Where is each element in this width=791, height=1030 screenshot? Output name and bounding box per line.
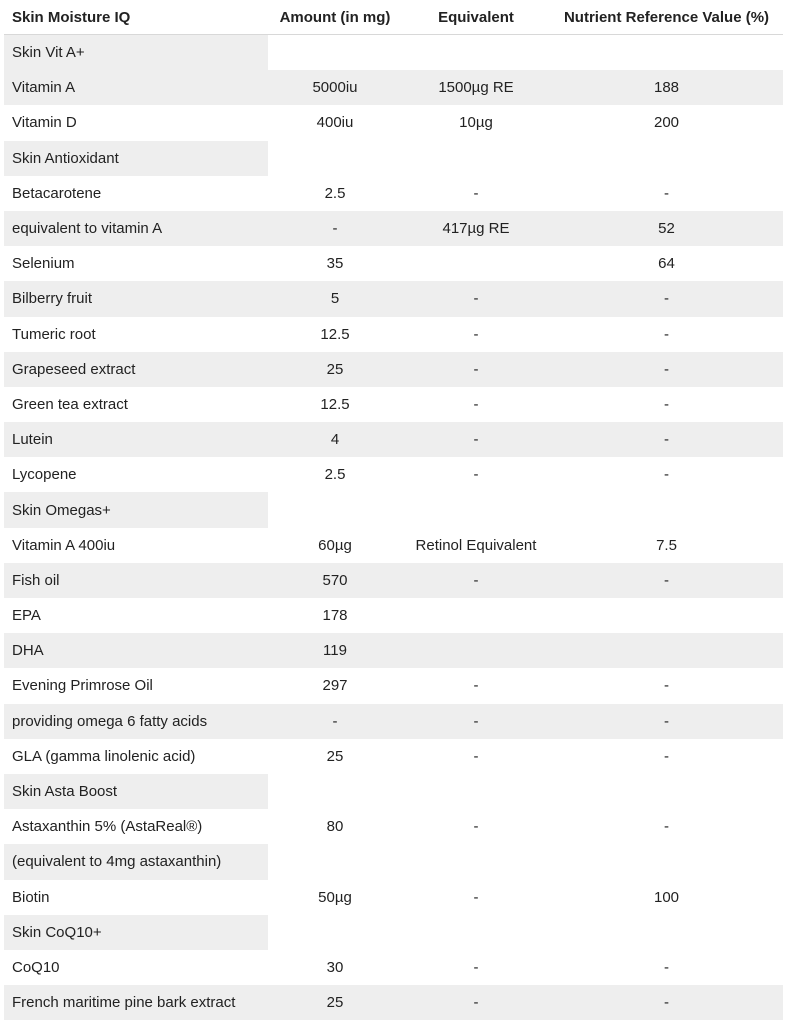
nutrition-table — [4, 0, 783, 1020]
equivalent-cell: - — [473, 184, 479, 202]
ingredient-cell: Green tea extract — [12, 395, 128, 413]
section-title: Skin Asta Boost — [4, 774, 268, 809]
nrv-cell — [550, 844, 783, 879]
amount-cell: 119 — [268, 633, 402, 668]
ingredient-cell: Biotin — [12, 888, 50, 906]
amount-cell — [268, 141, 402, 176]
section-row — [4, 915, 783, 950]
table-row — [4, 246, 783, 281]
equivalent-cell — [402, 844, 550, 879]
equivalent-cell: - — [402, 422, 550, 457]
amount-cell — [268, 844, 402, 879]
header-nrv: Nutrient Reference Value (%) — [550, 0, 783, 35]
table-row — [4, 950, 783, 985]
equivalent-cell — [402, 141, 550, 176]
nrv-cell: 7.5 — [656, 536, 677, 554]
amount-cell — [268, 774, 402, 809]
equivalent-cell: - — [473, 677, 479, 695]
nrv-cell: - — [664, 818, 669, 836]
nrv-cell: 52 — [550, 211, 783, 246]
ingredient-cell: Selenium — [12, 255, 75, 273]
table-row — [4, 457, 783, 492]
ingredient-cell: Lutein — [4, 422, 268, 457]
ingredient-cell: Evening Primrose Oil — [12, 677, 153, 695]
amount-cell: 60µg — [318, 536, 352, 554]
section-title: Skin CoQ10+ — [4, 915, 268, 950]
amount-cell — [268, 492, 402, 527]
ingredient-cell: Vitamin A 400iu — [12, 536, 116, 554]
table-row — [4, 598, 783, 633]
amount-cell: 178 — [322, 607, 348, 625]
nrv-cell — [550, 633, 783, 668]
amount-cell: 80 — [326, 818, 344, 836]
header-product-name: Skin Moisture IQ — [4, 0, 268, 35]
equivalent-cell: - — [473, 395, 479, 413]
nrv-cell: - — [664, 325, 669, 343]
ingredient-cell: Vitamin A — [4, 70, 268, 105]
amount-cell: 35 — [326, 255, 344, 273]
nrv-cell: 64 — [658, 255, 675, 273]
ingredient-cell: Grapeseed extract — [4, 352, 268, 387]
amount-cell: 4 — [268, 422, 402, 457]
amount-cell: - — [268, 211, 402, 246]
nrv-cell: 200 — [653, 114, 680, 132]
header-row — [4, 0, 783, 35]
amount-cell: 2.5 — [324, 466, 346, 484]
nrv-cell — [550, 774, 783, 809]
table-header — [4, 0, 783, 35]
equivalent-cell: - — [473, 818, 479, 836]
amount-cell: 2.5 — [324, 184, 346, 202]
nrv-cell: - — [664, 466, 669, 484]
section-row — [4, 141, 783, 176]
equivalent-cell — [402, 492, 550, 527]
equivalent-cell: - — [473, 466, 479, 484]
amount-cell: 12.5 — [320, 395, 350, 413]
table-row — [4, 317, 783, 352]
amount-cell: 297 — [322, 677, 348, 695]
section-title: (equivalent to 4mg astaxanthin) — [4, 844, 268, 879]
table-body — [4, 35, 783, 1021]
ingredient-cell: equivalent to vitamin A — [4, 211, 268, 246]
table-row — [4, 387, 783, 422]
table-row — [4, 528, 783, 563]
equivalent-cell: - — [402, 281, 550, 316]
equivalent-cell: - — [473, 325, 479, 343]
table-row — [4, 668, 783, 703]
ingredient-cell: CoQ10 — [12, 958, 60, 976]
equivalent-cell — [402, 774, 550, 809]
equivalent-cell — [402, 246, 550, 281]
equivalent-cell: 1500µg RE — [402, 70, 550, 105]
nrv-cell: 100 — [653, 888, 680, 906]
nrv-cell: - — [550, 704, 783, 739]
amount-cell — [268, 35, 402, 71]
amount-cell — [268, 915, 402, 950]
amount-cell: 570 — [268, 563, 402, 598]
equivalent-cell: - — [473, 747, 479, 765]
equivalent-cell: Retinol Equivalent — [415, 536, 537, 554]
equivalent-cell: - — [473, 888, 479, 906]
equivalent-cell: 10µg — [459, 114, 493, 132]
ingredient-cell: Lycopene — [12, 466, 77, 484]
table-row — [4, 352, 783, 387]
section-title: Skin Antioxidant — [4, 141, 268, 176]
nrv-cell: - — [664, 677, 669, 695]
ingredient-cell: Astaxanthin 5% (AstaReal®) — [12, 818, 203, 836]
nrv-cell: - — [550, 422, 783, 457]
table-row — [4, 809, 783, 844]
amount-cell: 5000iu — [268, 70, 402, 105]
ingredient-cell: Vitamin D — [12, 114, 77, 132]
ingredient-cell: providing omega 6 fatty acids — [4, 704, 268, 739]
nrv-cell: - — [664, 958, 669, 976]
table-row — [4, 739, 783, 774]
header-amount: Amount (in mg) — [268, 0, 402, 35]
equivalent-cell: - — [402, 985, 550, 1020]
amount-cell: 25 — [326, 747, 344, 765]
nutrition-table-container — [4, 0, 783, 1020]
section-title: Skin Vit A+ — [4, 35, 268, 71]
amount-cell: 25 — [268, 352, 402, 387]
equivalent-cell: - — [402, 563, 550, 598]
header-equivalent: Equivalent — [402, 0, 550, 35]
nrv-cell: - — [664, 395, 669, 413]
ingredient-cell: Fish oil — [4, 563, 268, 598]
table-row — [4, 422, 783, 457]
amount-cell: 400iu — [316, 114, 354, 132]
nrv-cell: - — [664, 747, 669, 765]
nrv-cell: - — [550, 563, 783, 598]
ingredient-cell: GLA (gamma linolenic acid) — [12, 747, 196, 765]
table-row — [4, 563, 783, 598]
nrv-cell — [550, 915, 783, 950]
table-row — [4, 704, 783, 739]
table-row — [4, 211, 783, 246]
table-row — [4, 105, 783, 140]
amount-cell: 50µg — [318, 888, 352, 906]
equivalent-cell: 417µg RE — [402, 211, 550, 246]
ingredient-cell: Bilberry fruit — [4, 281, 268, 316]
section-row — [4, 774, 783, 809]
table-row — [4, 633, 783, 668]
equivalent-cell: - — [473, 958, 479, 976]
ingredient-cell: Tumeric root — [12, 325, 96, 343]
ingredient-cell: EPA — [12, 607, 41, 625]
section-row — [4, 492, 783, 527]
nrv-cell: 188 — [550, 70, 783, 105]
section-row — [4, 844, 783, 879]
nrv-cell: - — [550, 281, 783, 316]
section-row — [4, 35, 783, 71]
nrv-cell — [550, 492, 783, 527]
equivalent-cell — [402, 598, 550, 633]
equivalent-cell: - — [402, 352, 550, 387]
equivalent-cell: - — [402, 704, 550, 739]
nrv-cell — [550, 35, 783, 71]
table-row — [4, 281, 783, 316]
table-row — [4, 880, 783, 915]
section-title: Skin Omegas+ — [4, 492, 268, 527]
amount-cell: 12.5 — [320, 325, 350, 343]
amount-cell: 25 — [268, 985, 402, 1020]
amount-cell: - — [268, 704, 402, 739]
equivalent-cell — [402, 633, 550, 668]
table-row — [4, 985, 783, 1020]
amount-cell: 5 — [268, 281, 402, 316]
table-row — [4, 70, 783, 105]
ingredient-cell: DHA — [4, 633, 268, 668]
ingredient-cell: French maritime pine bark extract — [4, 985, 268, 1020]
equivalent-cell — [402, 35, 550, 71]
amount-cell: 30 — [326, 958, 344, 976]
nrv-cell: - — [664, 184, 669, 202]
nrv-cell: - — [550, 352, 783, 387]
nrv-cell — [550, 141, 783, 176]
table-row — [4, 176, 783, 211]
ingredient-cell: Betacarotene — [12, 184, 102, 202]
nrv-cell — [550, 598, 783, 633]
nrv-cell: - — [550, 985, 783, 1020]
equivalent-cell — [402, 915, 550, 950]
